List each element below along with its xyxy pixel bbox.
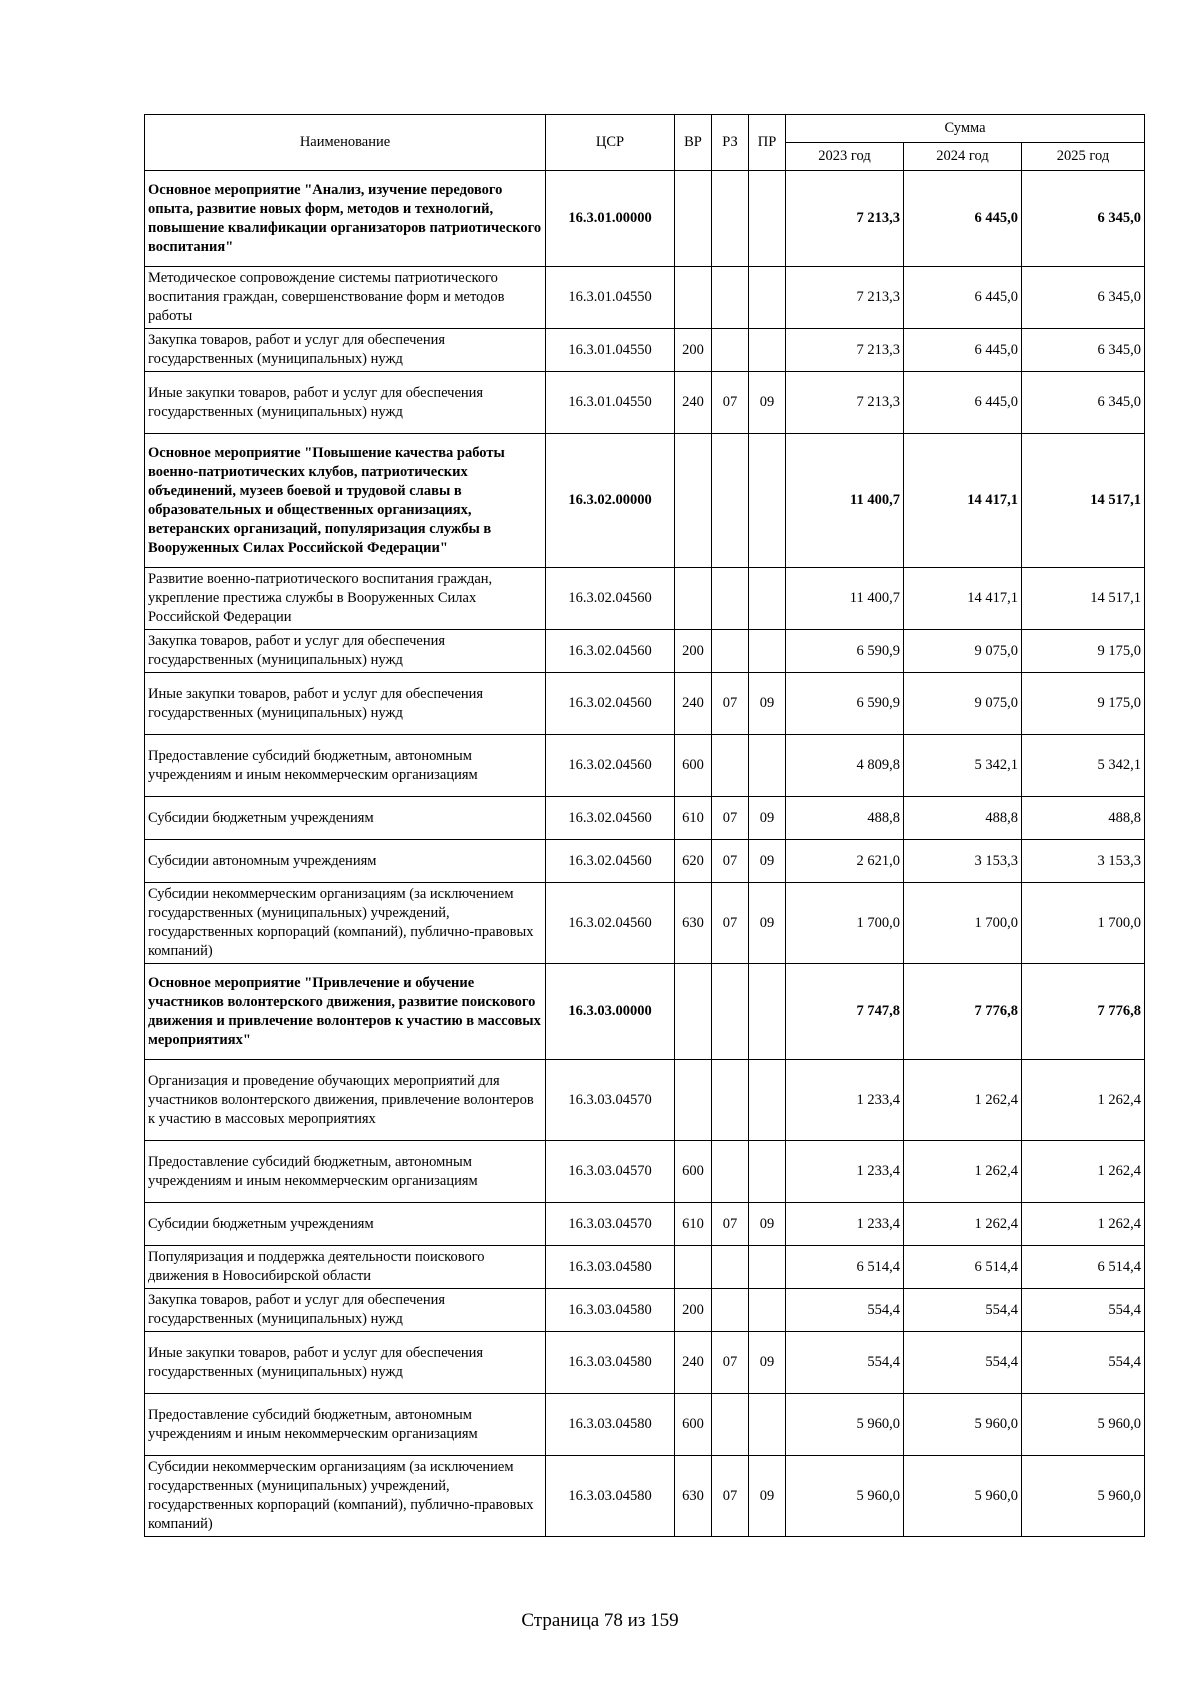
row-rz: 07	[712, 797, 749, 840]
row-csr: 16.3.03.00000	[546, 964, 675, 1060]
header-vr: ВР	[675, 115, 712, 171]
row-sum-2024: 14 417,1	[904, 568, 1022, 630]
row-sum-2023: 6 590,9	[786, 673, 904, 735]
row-vr: 630	[675, 883, 712, 964]
row-csr: 16.3.02.04560	[546, 735, 675, 797]
row-sum-2024: 9 075,0	[904, 673, 1022, 735]
row-name: Основное мероприятие "Привлечение и обучение участников волонтерского движения, развитие поискового движения и привлечение волонтеров к участию в массовых мероприятиях"	[145, 964, 546, 1060]
row-csr: 16.3.03.04580	[546, 1289, 675, 1332]
row-csr: 16.3.02.04560	[546, 840, 675, 883]
row-name: Субсидии автономным учреждениям	[145, 840, 546, 883]
row-pr	[749, 171, 786, 267]
page-number: Страница 78 из 159	[521, 1610, 679, 1631]
row-rz	[712, 1394, 749, 1456]
table-row	[145, 964, 1145, 1060]
row-pr	[749, 630, 786, 673]
table-row	[145, 372, 1145, 434]
row-rz	[712, 329, 749, 372]
row-sum-2025: 5 960,0	[1022, 1394, 1145, 1456]
row-vr: 610	[675, 797, 712, 840]
row-csr: 16.3.02.04560	[546, 630, 675, 673]
table-row	[145, 267, 1145, 329]
row-pr: 09	[749, 372, 786, 434]
row-rz: 07	[712, 1332, 749, 1394]
row-vr	[675, 1060, 712, 1141]
budget-table	[144, 114, 1145, 1537]
header-sum: Сумма	[786, 115, 1145, 143]
header-year-2025: 2025 год	[1022, 143, 1145, 171]
row-sum-2025: 6 514,4	[1022, 1246, 1145, 1289]
row-pr: 09	[749, 1203, 786, 1246]
row-vr	[675, 171, 712, 267]
row-vr	[675, 434, 712, 568]
row-rz	[712, 1289, 749, 1332]
row-rz: 07	[712, 673, 749, 735]
row-pr	[749, 1246, 786, 1289]
row-csr: 16.3.02.04560	[546, 797, 675, 840]
row-sum-2025: 554,4	[1022, 1332, 1145, 1394]
row-sum-2023: 554,4	[786, 1332, 904, 1394]
row-sum-2025: 554,4	[1022, 1289, 1145, 1332]
row-sum-2025: 6 345,0	[1022, 171, 1145, 267]
row-name: Иные закупки товаров, работ и услуг для обеспечения государственных (муниципальных) нужд	[145, 673, 546, 735]
row-sum-2025: 7 776,8	[1022, 964, 1145, 1060]
row-sum-2024: 554,4	[904, 1332, 1022, 1394]
row-rz: 07	[712, 840, 749, 883]
table-row	[145, 171, 1145, 267]
row-sum-2025: 14 517,1	[1022, 568, 1145, 630]
row-name: Предоставление субсидий бюджетным, автономным учреждениям и иным некоммерческим организациям	[145, 1394, 546, 1456]
row-rz	[712, 1060, 749, 1141]
header-pr: ПР	[749, 115, 786, 171]
table-row	[145, 797, 1145, 840]
header-year-2023: 2023 год	[786, 143, 904, 171]
row-csr: 16.3.01.04550	[546, 329, 675, 372]
table-row	[145, 1456, 1145, 1537]
row-sum-2023: 5 960,0	[786, 1456, 904, 1537]
row-sum-2024: 5 960,0	[904, 1394, 1022, 1456]
row-pr	[749, 568, 786, 630]
row-sum-2023: 6 590,9	[786, 630, 904, 673]
row-sum-2025: 1 262,4	[1022, 1203, 1145, 1246]
row-sum-2025: 1 700,0	[1022, 883, 1145, 964]
table-row	[145, 883, 1145, 964]
row-pr: 09	[749, 1332, 786, 1394]
row-sum-2024: 6 445,0	[904, 171, 1022, 267]
table-row	[145, 1332, 1145, 1394]
row-sum-2025: 1 262,4	[1022, 1060, 1145, 1141]
row-csr: 16.3.01.00000	[546, 171, 675, 267]
row-sum-2023: 488,8	[786, 797, 904, 840]
row-sum-2024: 488,8	[904, 797, 1022, 840]
row-sum-2023: 11 400,7	[786, 568, 904, 630]
row-name: Основное мероприятие "Анализ, изучение передового опыта, развитие новых форм, методов и технологий, повышение квалификации организаторов патриотического воспитания"	[145, 171, 546, 267]
row-sum-2023: 6 514,4	[786, 1246, 904, 1289]
row-sum-2024: 7 776,8	[904, 964, 1022, 1060]
table-row	[145, 1289, 1145, 1332]
header-rz: РЗ	[712, 115, 749, 171]
row-sum-2024: 1 700,0	[904, 883, 1022, 964]
row-rz	[712, 630, 749, 673]
row-sum-2023: 7 213,3	[786, 372, 904, 434]
row-vr: 240	[675, 673, 712, 735]
row-sum-2024: 554,4	[904, 1289, 1022, 1332]
table-row	[145, 673, 1145, 735]
table-header	[145, 115, 1145, 171]
row-vr	[675, 964, 712, 1060]
row-sum-2025: 488,8	[1022, 797, 1145, 840]
row-sum-2023: 1 700,0	[786, 883, 904, 964]
row-pr	[749, 1060, 786, 1141]
row-name: Закупка товаров, работ и услуг для обеспечения государственных (муниципальных) нужд	[145, 630, 546, 673]
header-year-2024: 2024 год	[904, 143, 1022, 171]
table-row	[145, 1141, 1145, 1203]
row-sum-2025: 6 345,0	[1022, 267, 1145, 329]
row-vr	[675, 568, 712, 630]
row-sum-2023: 7 213,3	[786, 171, 904, 267]
row-sum-2023: 1 233,4	[786, 1141, 904, 1203]
row-sum-2024: 5 960,0	[904, 1456, 1022, 1537]
table-row	[145, 630, 1145, 673]
table-row	[145, 1060, 1145, 1141]
row-sum-2024: 1 262,4	[904, 1203, 1022, 1246]
row-csr: 16.3.03.04570	[546, 1141, 675, 1203]
row-name: Методическое сопровождение системы патриотического воспитания граждан, совершенствование форм и методов работы	[145, 267, 546, 329]
row-vr: 620	[675, 840, 712, 883]
row-rz	[712, 434, 749, 568]
row-pr	[749, 434, 786, 568]
row-vr: 240	[675, 372, 712, 434]
row-name: Развитие военно-патриотического воспитания граждан, укрепление престижа службы в Вооруженных Силах Российской Федерации	[145, 568, 546, 630]
row-sum-2024: 14 417,1	[904, 434, 1022, 568]
row-sum-2024: 5 342,1	[904, 735, 1022, 797]
header-name: Наименование	[145, 115, 546, 171]
table-row	[145, 329, 1145, 372]
row-pr: 09	[749, 883, 786, 964]
row-sum-2025: 5 342,1	[1022, 735, 1145, 797]
row-vr: 600	[675, 1394, 712, 1456]
row-pr	[749, 735, 786, 797]
row-sum-2023: 2 621,0	[786, 840, 904, 883]
row-vr: 600	[675, 1141, 712, 1203]
row-name: Иные закупки товаров, работ и услуг для обеспечения государственных (муниципальных) нужд	[145, 372, 546, 434]
row-pr: 09	[749, 797, 786, 840]
row-sum-2025: 9 175,0	[1022, 673, 1145, 735]
row-sum-2023: 1 233,4	[786, 1203, 904, 1246]
table-row	[145, 568, 1145, 630]
table-row	[145, 1246, 1145, 1289]
row-sum-2025: 9 175,0	[1022, 630, 1145, 673]
row-rz	[712, 1246, 749, 1289]
row-sum-2023: 1 233,4	[786, 1060, 904, 1141]
row-pr	[749, 1394, 786, 1456]
row-rz	[712, 267, 749, 329]
table-row	[145, 434, 1145, 568]
row-csr: 16.3.02.00000	[546, 434, 675, 568]
row-pr	[749, 964, 786, 1060]
row-name: Организация и проведение обучающих мероприятий для участников волонтерского движения, привлечение волонтеров к участию в массовых мероприятиях	[145, 1060, 546, 1141]
row-rz	[712, 171, 749, 267]
row-csr: 16.3.02.04560	[546, 673, 675, 735]
row-name: Закупка товаров, работ и услуг для обеспечения государственных (муниципальных) нужд	[145, 329, 546, 372]
table-body	[145, 171, 1145, 1537]
row-sum-2024: 3 153,3	[904, 840, 1022, 883]
row-sum-2024: 6 445,0	[904, 267, 1022, 329]
table-row	[145, 1394, 1145, 1456]
row-pr: 09	[749, 673, 786, 735]
row-csr: 16.3.03.04580	[546, 1246, 675, 1289]
row-rz	[712, 964, 749, 1060]
row-csr: 16.3.03.04580	[546, 1394, 675, 1456]
row-name: Популяризация и поддержка деятельности поискового движения в Новосибирской области	[145, 1246, 546, 1289]
row-rz: 07	[712, 1456, 749, 1537]
row-csr: 16.3.03.04580	[546, 1332, 675, 1394]
row-sum-2023: 554,4	[786, 1289, 904, 1332]
row-pr: 09	[749, 1456, 786, 1537]
row-vr	[675, 1246, 712, 1289]
row-sum-2024: 1 262,4	[904, 1060, 1022, 1141]
row-rz	[712, 1141, 749, 1203]
row-pr	[749, 1289, 786, 1332]
row-name: Закупка товаров, работ и услуг для обеспечения государственных (муниципальных) нужд	[145, 1289, 546, 1332]
row-name: Субсидии бюджетным учреждениям	[145, 797, 546, 840]
row-name: Предоставление субсидий бюджетным, автономным учреждениям и иным некоммерческим организациям	[145, 1141, 546, 1203]
row-sum-2024: 9 075,0	[904, 630, 1022, 673]
row-sum-2025: 5 960,0	[1022, 1456, 1145, 1537]
row-vr: 200	[675, 1289, 712, 1332]
table-row	[145, 840, 1145, 883]
row-name: Субсидии бюджетным учреждениям	[145, 1203, 546, 1246]
row-sum-2024: 6 445,0	[904, 329, 1022, 372]
row-vr: 600	[675, 735, 712, 797]
row-pr	[749, 1141, 786, 1203]
row-rz: 07	[712, 1203, 749, 1246]
row-name: Иные закупки товаров, работ и услуг для обеспечения государственных (муниципальных) нужд	[145, 1332, 546, 1394]
row-sum-2024: 6 445,0	[904, 372, 1022, 434]
row-vr: 200	[675, 630, 712, 673]
table-row	[145, 1203, 1145, 1246]
row-vr	[675, 267, 712, 329]
row-sum-2023: 7 213,3	[786, 329, 904, 372]
row-pr	[749, 329, 786, 372]
row-sum-2023: 4 809,8	[786, 735, 904, 797]
row-sum-2024: 6 514,4	[904, 1246, 1022, 1289]
row-name: Субсидии некоммерческим организациям (за исключением государственных (муниципальных) учреждений, государственных корпораций (компаний), публично-правовых компаний)	[145, 883, 546, 964]
header-csr: ЦСР	[546, 115, 675, 171]
row-rz: 07	[712, 372, 749, 434]
row-name: Основное мероприятие "Повышение качества работы военно-патриотических клубов, патриотических объединений, музеев боевой и трудовой славы в образовательных и общественных организациях, ветеранских организаций, популяризация службы в Вооруженных Силах Российской Федерации"	[145, 434, 546, 568]
row-sum-2023: 5 960,0	[786, 1394, 904, 1456]
row-csr: 16.3.02.04560	[546, 883, 675, 964]
row-vr: 240	[675, 1332, 712, 1394]
row-sum-2025: 1 262,4	[1022, 1141, 1145, 1203]
row-rz: 07	[712, 883, 749, 964]
row-csr: 16.3.02.04560	[546, 568, 675, 630]
row-vr: 630	[675, 1456, 712, 1537]
row-sum-2023: 7 213,3	[786, 267, 904, 329]
row-name: Субсидии некоммерческим организациям (за исключением государственных (муниципальных) учреждений, государственных корпораций (компаний), публично-правовых компаний)	[145, 1456, 546, 1537]
row-name: Предоставление субсидий бюджетным, автономным учреждениям и иным некоммерческим организациям	[145, 735, 546, 797]
row-pr: 09	[749, 840, 786, 883]
row-csr: 16.3.01.04550	[546, 372, 675, 434]
row-csr: 16.3.03.04570	[546, 1203, 675, 1246]
row-sum-2025: 3 153,3	[1022, 840, 1145, 883]
row-sum-2025: 6 345,0	[1022, 372, 1145, 434]
row-csr: 16.3.01.04550	[546, 267, 675, 329]
row-sum-2025: 6 345,0	[1022, 329, 1145, 372]
row-csr: 16.3.03.04580	[546, 1456, 675, 1537]
row-sum-2025: 14 517,1	[1022, 434, 1145, 568]
row-sum-2024: 1 262,4	[904, 1141, 1022, 1203]
row-pr	[749, 267, 786, 329]
row-csr: 16.3.03.04570	[546, 1060, 675, 1141]
row-sum-2023: 7 747,8	[786, 964, 904, 1060]
row-vr: 200	[675, 329, 712, 372]
row-rz	[712, 568, 749, 630]
row-vr: 610	[675, 1203, 712, 1246]
row-sum-2023: 11 400,7	[786, 434, 904, 568]
row-rz	[712, 735, 749, 797]
table-row	[145, 735, 1145, 797]
